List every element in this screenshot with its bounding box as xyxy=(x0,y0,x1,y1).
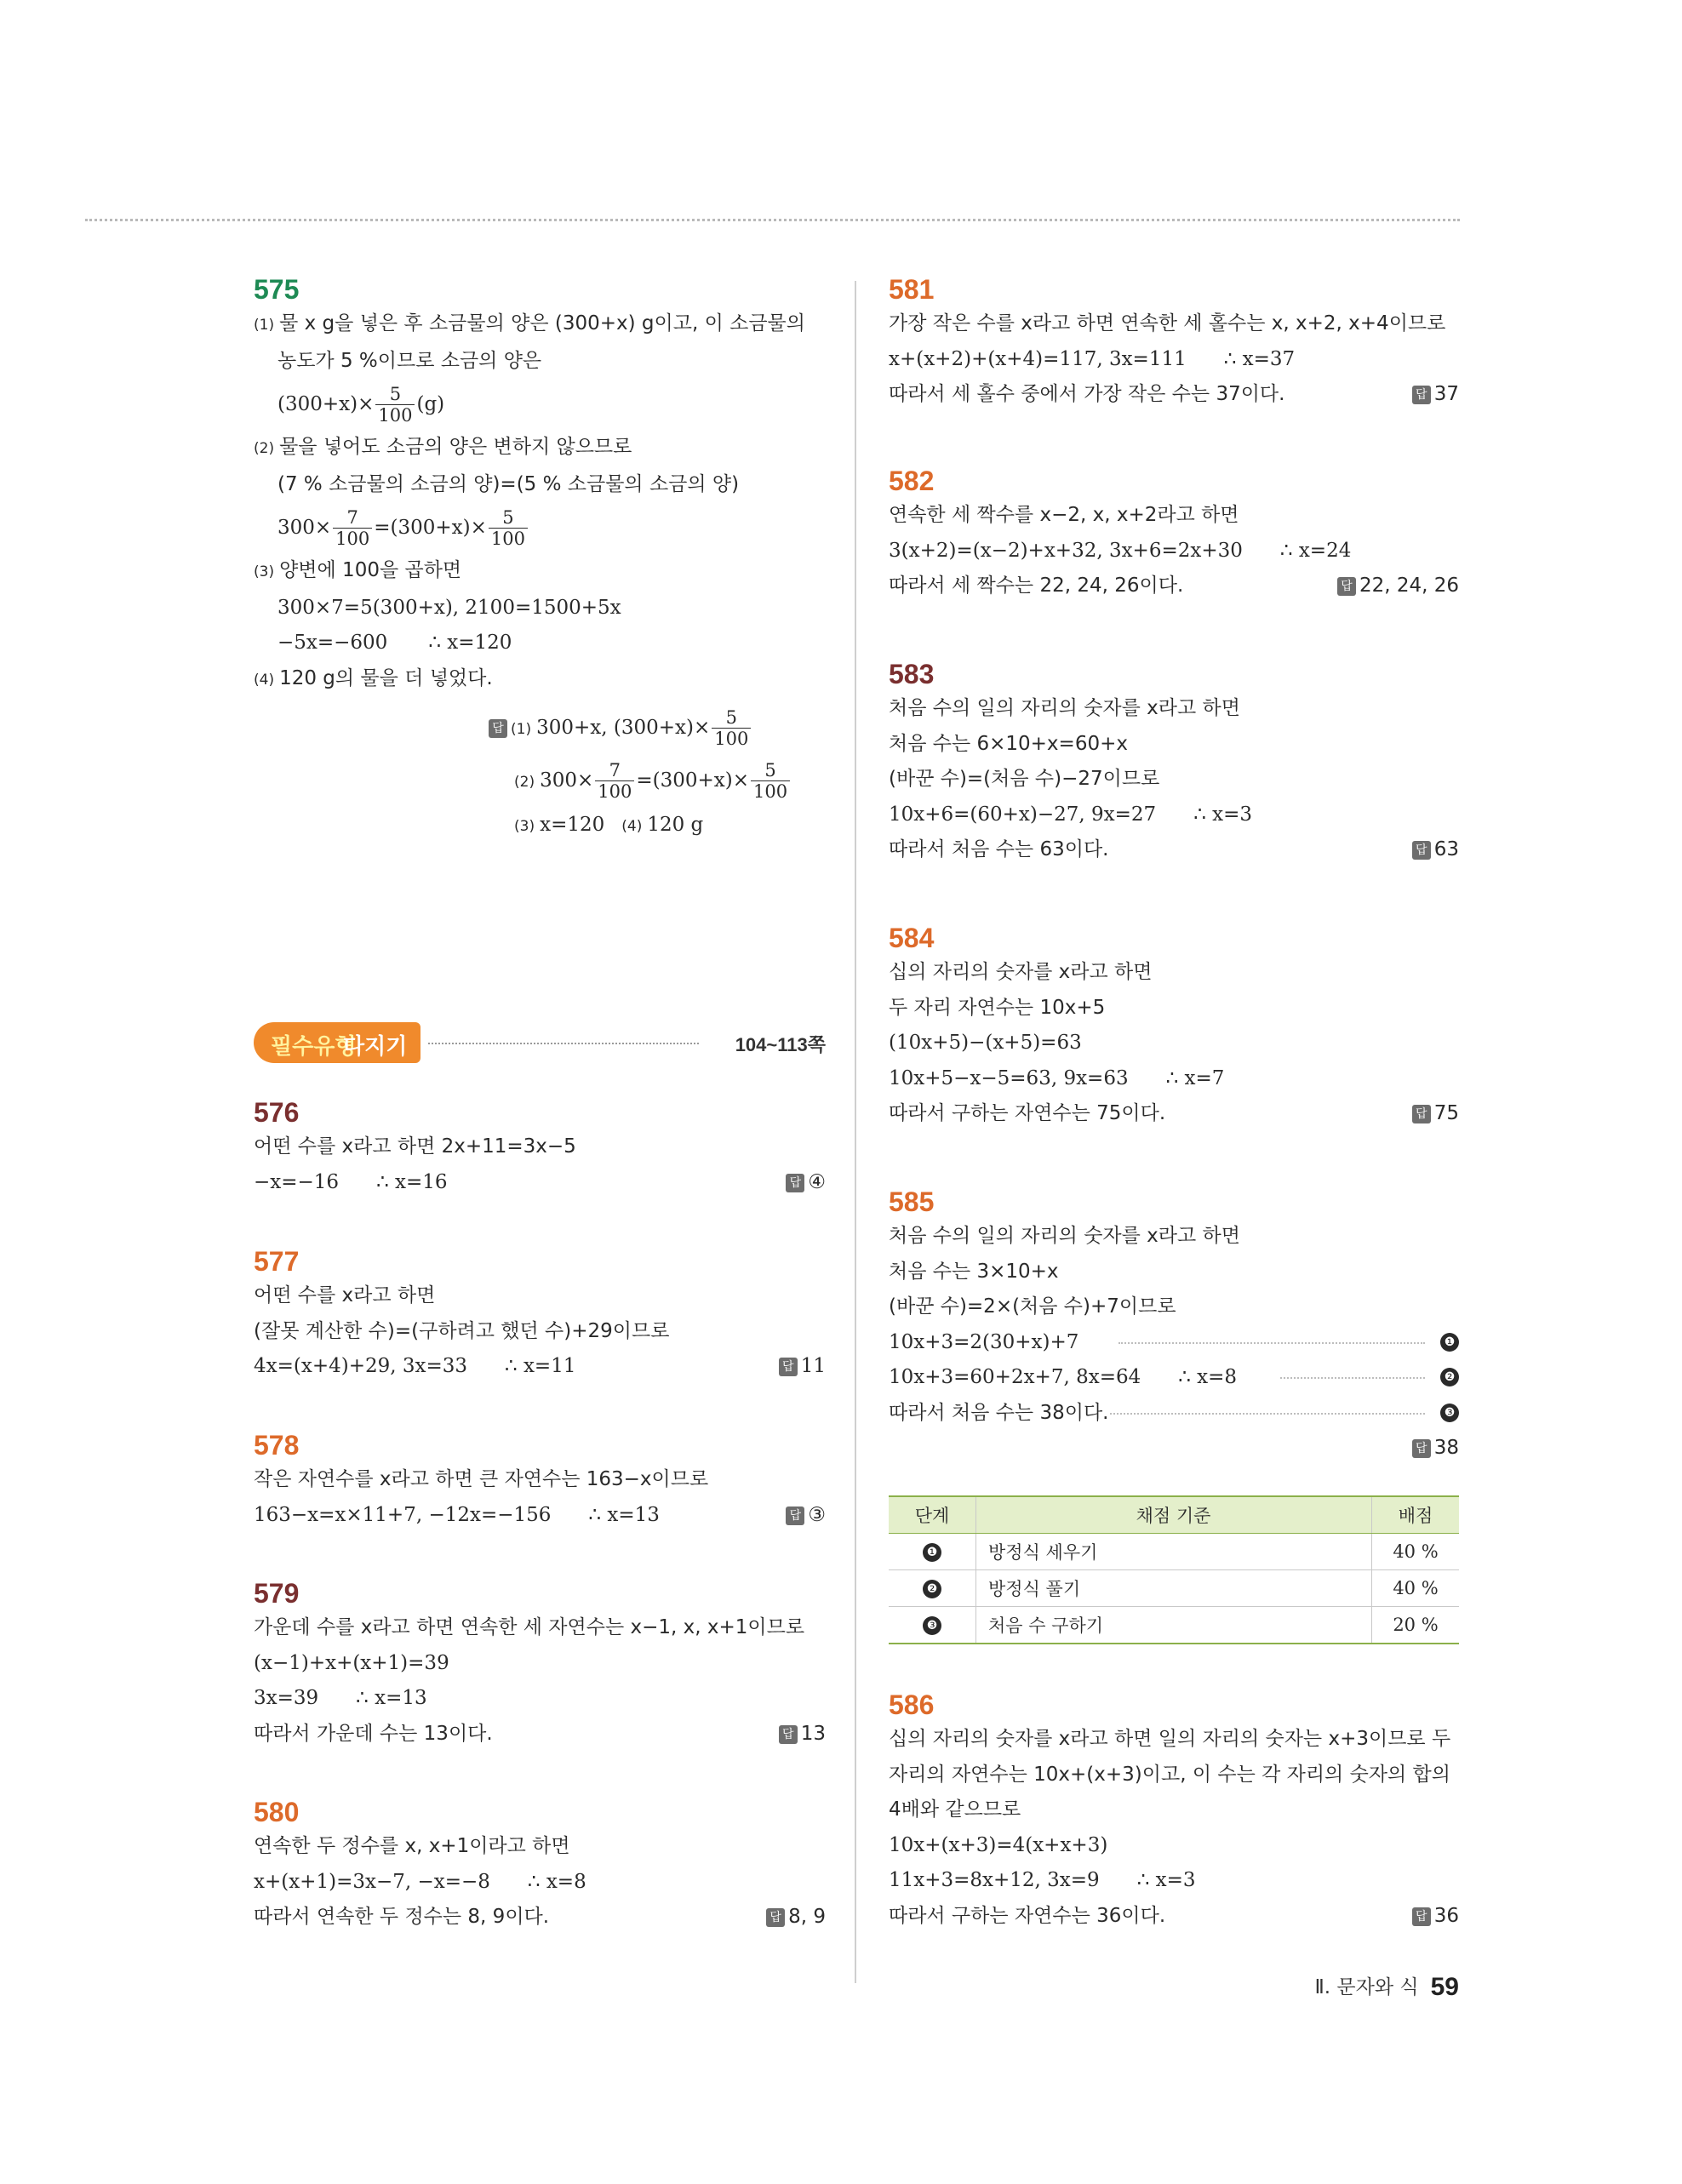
math-text: ∴ x=8 xyxy=(527,1870,586,1893)
text-line: (바꾼 수)=(처음 수)−27이므로 xyxy=(889,768,1160,790)
text-line: (잘못 계산한 수)=(구하려고 했던 수)+29이므로 xyxy=(254,1319,670,1342)
table-row xyxy=(889,1607,1459,1644)
problem-579 xyxy=(254,1576,826,1752)
table-cell: 20 % xyxy=(1372,1607,1460,1644)
scoring-table xyxy=(889,1495,1459,1644)
math-text: ∴ x=37 xyxy=(1223,347,1296,370)
answer-label: 답 xyxy=(1412,1105,1431,1123)
part-tag: (3) xyxy=(514,818,535,835)
table-header: 배점 xyxy=(1372,1496,1460,1534)
text-line: 4배와 같으므로 xyxy=(889,1798,1021,1821)
text-line: 가운데 수를 x라고 하면 연속한 세 자연수는 x−1, x, x+1이므로 xyxy=(254,1616,805,1638)
text-line: 십의 자리의 숫자를 x라고 하면 일의 자리의 숫자는 x+3이므로 두 xyxy=(889,1728,1451,1750)
math-line: (10x+5)−(x+5)=63 xyxy=(889,1032,1082,1054)
answer-label: 답 xyxy=(786,1174,804,1192)
table-cell: 방정식 풀기 xyxy=(976,1570,1372,1607)
fraction: $\frac{5}{100}$ xyxy=(712,707,751,749)
text-line: 120 g의 물을 더 넣었다. xyxy=(279,666,493,689)
text-line: 어떤 수를 x라고 하면 2x+11=3x−5 xyxy=(254,1135,576,1158)
problem-number: 578 xyxy=(254,1430,300,1461)
step-marker: ❸ xyxy=(923,1616,941,1635)
math-text: ∴ x=3 xyxy=(1193,803,1253,826)
table-row xyxy=(889,1570,1459,1607)
text-line: 자리의 자연수는 10x+(x+3)이고, 이 수는 각 자리의 숫자의 합의 xyxy=(889,1763,1450,1786)
problem-number: 575 xyxy=(254,274,300,305)
math-text: 11x+3=8x+12, 3x=9 xyxy=(889,1869,1100,1891)
math-text: (300+x)× xyxy=(277,393,375,415)
text-line: 따라서 처음 수는 38이다. xyxy=(889,1401,1109,1424)
table-cell: 40 % xyxy=(1372,1534,1460,1570)
math-text: 3(x+2)=(x−2)+x+32, 3x+6=2x+30 xyxy=(889,539,1243,562)
math-text: 163−x=x×11+7, −12x=−156 xyxy=(254,1503,552,1526)
step-marker-2: ❷ xyxy=(1440,1368,1459,1386)
math-text: ∴ x=7 xyxy=(1165,1066,1225,1089)
math-text: 10x+5−x−5=63, 9x=63 xyxy=(889,1066,1129,1089)
top-dotted-rule xyxy=(85,219,1460,221)
answer: 답 8, 9 xyxy=(766,1900,826,1935)
text-line: 물 x g을 넣은 후 소금물의 양은 (300+x) g이고, 이 소금물의 xyxy=(279,312,805,334)
text-line: 연속한 두 정수를 x, x+1이라고 하면 xyxy=(254,1835,570,1857)
math-text: −5x=−600 xyxy=(277,632,388,654)
problem-number: 585 xyxy=(889,1186,935,1217)
problem-number: 583 xyxy=(889,659,935,689)
answer-label: 답 xyxy=(1337,577,1356,596)
answer-block xyxy=(489,702,829,845)
part-tag: (4) xyxy=(621,818,643,835)
math-text: 3x=39 xyxy=(254,1687,319,1709)
column-divider xyxy=(855,281,856,1983)
math-text: 10x+3=2(30+x)+7 xyxy=(889,1330,1079,1353)
math-text: (g) xyxy=(416,393,445,415)
text-line: 처음 수는 3×10+x xyxy=(889,1260,1059,1283)
banner-subtitle: 다지기 xyxy=(343,1033,408,1059)
problem-581 xyxy=(889,272,1459,413)
banner-title: 필수유형 xyxy=(271,1033,357,1059)
math-text: ∴ x=24 xyxy=(1279,539,1352,562)
math-text: 300× xyxy=(277,517,332,539)
math-text: ∴ x=11 xyxy=(505,1355,576,1377)
answer-label: 답 xyxy=(489,719,507,738)
table-cell: 처음 수 구하기 xyxy=(976,1607,1372,1644)
problem-number: 580 xyxy=(254,1797,300,1827)
math-text: ∴ x=120 xyxy=(428,632,512,654)
part-tag: (2) xyxy=(514,774,535,791)
leader-dots xyxy=(1110,1413,1425,1415)
answer-label: 답 xyxy=(766,1908,785,1927)
part-tag: (3) xyxy=(254,563,275,580)
text-line: (바꾼 수)=2×(처음 수)+7이므로 xyxy=(889,1295,1176,1318)
math-line: 300×7=5(300+x), 2100=1500+5x xyxy=(277,596,621,619)
page-footer xyxy=(1314,1971,1459,2002)
table-header-row xyxy=(889,1496,1459,1534)
problem-576 xyxy=(254,1095,826,1200)
text-line: 가장 작은 수를 x라고 하면 연속한 세 홀수는 x, x+2, x+4이므로 xyxy=(889,312,1446,334)
fraction: $\frac{5}{100}$ xyxy=(489,507,528,549)
problem-575 xyxy=(254,272,826,836)
math-text: x+(x+2)+(x+4)=117, 3x=111 xyxy=(889,347,1187,370)
text-line: 물을 넣어도 소금의 양은 변하지 않으므로 xyxy=(279,436,632,458)
math-line: 10x+(x+3)=4(x+x+3) xyxy=(889,1833,1108,1856)
fraction: $\frac{7}{100}$ xyxy=(595,760,634,802)
math-text: x=120 xyxy=(540,814,605,836)
problem-number: 582 xyxy=(889,466,935,496)
part-tag: (4) xyxy=(254,671,275,689)
problem-577 xyxy=(254,1244,826,1385)
text-line: 농도가 5 %이므로 소금의 양은 xyxy=(277,349,542,372)
answer: 답 75 xyxy=(1412,1096,1459,1132)
problem-584 xyxy=(889,921,1459,1132)
math-text: −x=−16 xyxy=(254,1170,340,1193)
problem-586 xyxy=(889,1688,1459,1934)
problem-number: 579 xyxy=(254,1578,300,1609)
answer: 답 22, 24, 26 xyxy=(1337,569,1459,604)
table-cell: 방정식 세우기 xyxy=(976,1534,1372,1570)
answer-label: 답 xyxy=(779,1358,798,1376)
page-number: 59 xyxy=(1430,1973,1459,2001)
text-line: 양변에 100을 곱하면 xyxy=(279,559,462,581)
text-line: 따라서 세 홀수 중에서 가장 작은 수는 37이다. xyxy=(889,383,1285,405)
answer: 답 11 xyxy=(779,1349,826,1385)
text-line: 따라서 구하는 자연수는 36이다. xyxy=(889,1904,1166,1927)
table-header: 채점 기준 xyxy=(976,1496,1372,1534)
answer-label: 답 xyxy=(1412,1907,1431,1926)
fraction: $\frac{5}{100}$ xyxy=(751,760,790,802)
part-tag: (2) xyxy=(254,440,275,457)
math-text: 10x+3=60+2x+7, 8x=64 xyxy=(889,1366,1141,1388)
answer-label: 답 xyxy=(1412,1439,1431,1458)
banner-dotted-line xyxy=(428,1043,699,1044)
step-marker-3: ❸ xyxy=(1440,1404,1459,1422)
step-marker: ❶ xyxy=(923,1543,941,1562)
text-line: 작은 자연수를 x라고 하면 큰 자연수는 163−x이므로 xyxy=(254,1468,709,1490)
table-header: 단계 xyxy=(889,1496,976,1534)
answer: 답 63 xyxy=(1412,832,1459,868)
text-line: 처음 수의 일의 자리의 숫자를 x라고 하면 xyxy=(889,1225,1240,1247)
banner-pages: 104~113쪽 xyxy=(735,1034,826,1055)
leader-dots xyxy=(1118,1342,1425,1344)
problem-580 xyxy=(254,1795,826,1935)
answer-label: 답 xyxy=(1412,386,1431,404)
math-line: (x−1)+x+(x+1)=39 xyxy=(254,1651,449,1674)
step-marker: ❷ xyxy=(923,1580,941,1598)
text-line: 처음 수는 6×10+x=60+x xyxy=(889,732,1128,755)
math-text: x+(x+1)=3x−7, −x=−8 xyxy=(254,1870,490,1893)
part-tag: (1) xyxy=(254,317,275,334)
problem-number: 577 xyxy=(254,1246,300,1277)
section-banner xyxy=(254,1017,826,1065)
table-cell: 40 % xyxy=(1372,1570,1460,1607)
part-tag: (1) xyxy=(511,721,532,738)
math-text: 4x=(x+4)+29, 3x=33 xyxy=(254,1355,468,1377)
problem-585 xyxy=(889,1185,1459,1466)
answer: 답 38 xyxy=(1412,1437,1459,1459)
text-line: (7 % 소금물의 소금의 양)=(5 % 소금물의 소금의 양) xyxy=(277,472,740,495)
text-line: 따라서 가운데 수는 13이다. xyxy=(254,1722,493,1745)
problem-582 xyxy=(889,464,1459,604)
text-line: 두 자리 자연수는 10x+5 xyxy=(889,996,1106,1019)
math-text: =(300+x)× xyxy=(374,517,487,539)
problem-number: 586 xyxy=(889,1689,935,1720)
math-text: ∴ x=8 xyxy=(1178,1366,1238,1388)
step-marker-1: ❶ xyxy=(1440,1333,1459,1352)
math-text: 10x+6=(60+x)−27, 9x=27 xyxy=(889,803,1157,826)
chapter-label: Ⅱ. 문자와 식 xyxy=(1314,1976,1419,1998)
problem-583 xyxy=(889,657,1459,868)
text-line: 따라서 구하는 자연수는 75이다. xyxy=(889,1102,1166,1124)
answer: 답 ④ xyxy=(786,1165,826,1201)
answer: 답 ③ xyxy=(786,1498,826,1534)
math-text: =(300+x)× xyxy=(636,769,749,792)
text-line: 처음 수의 일의 자리의 숫자를 x라고 하면 xyxy=(889,697,1240,719)
problem-number: 581 xyxy=(889,274,935,305)
answer-label: 답 xyxy=(786,1507,804,1525)
text-line: 따라서 세 짝수는 22, 24, 26이다. xyxy=(889,575,1184,597)
text-line: 따라서 연속한 두 정수는 8, 9이다. xyxy=(254,1906,550,1928)
answer: 답 13 xyxy=(779,1717,826,1752)
answer: 답 36 xyxy=(1412,1899,1459,1935)
text-line: 어떤 수를 x라고 하면 xyxy=(254,1284,436,1306)
text-line: 따라서 처음 수는 63이다. xyxy=(889,838,1109,860)
problem-number: 584 xyxy=(889,923,935,953)
table-row xyxy=(889,1534,1459,1570)
fraction: $\frac{5}{100}$ xyxy=(375,384,415,426)
math-text: ∴ x=3 xyxy=(1136,1869,1196,1891)
text-line: 연속한 세 짝수를 x−2, x, x+2라고 하면 xyxy=(889,504,1239,526)
answer-label: 답 xyxy=(779,1725,798,1744)
problem-number: 576 xyxy=(254,1097,300,1128)
answer: 답 37 xyxy=(1412,377,1459,413)
math-text: 300× xyxy=(540,769,594,792)
text-line: 십의 자리의 숫자를 x라고 하면 xyxy=(889,961,1153,983)
math-text: 300+x, (300+x)× xyxy=(536,717,711,739)
math-text: ∴ x=16 xyxy=(376,1170,448,1193)
fraction: $\frac{7}{100}$ xyxy=(333,507,372,549)
answer-label: 답 xyxy=(1412,841,1431,860)
math-text: ∴ x=13 xyxy=(588,1503,660,1526)
leader-dots xyxy=(1280,1377,1425,1379)
problem-578 xyxy=(254,1428,826,1533)
math-text: 120 g xyxy=(647,814,704,836)
math-text: ∴ x=13 xyxy=(356,1687,427,1709)
